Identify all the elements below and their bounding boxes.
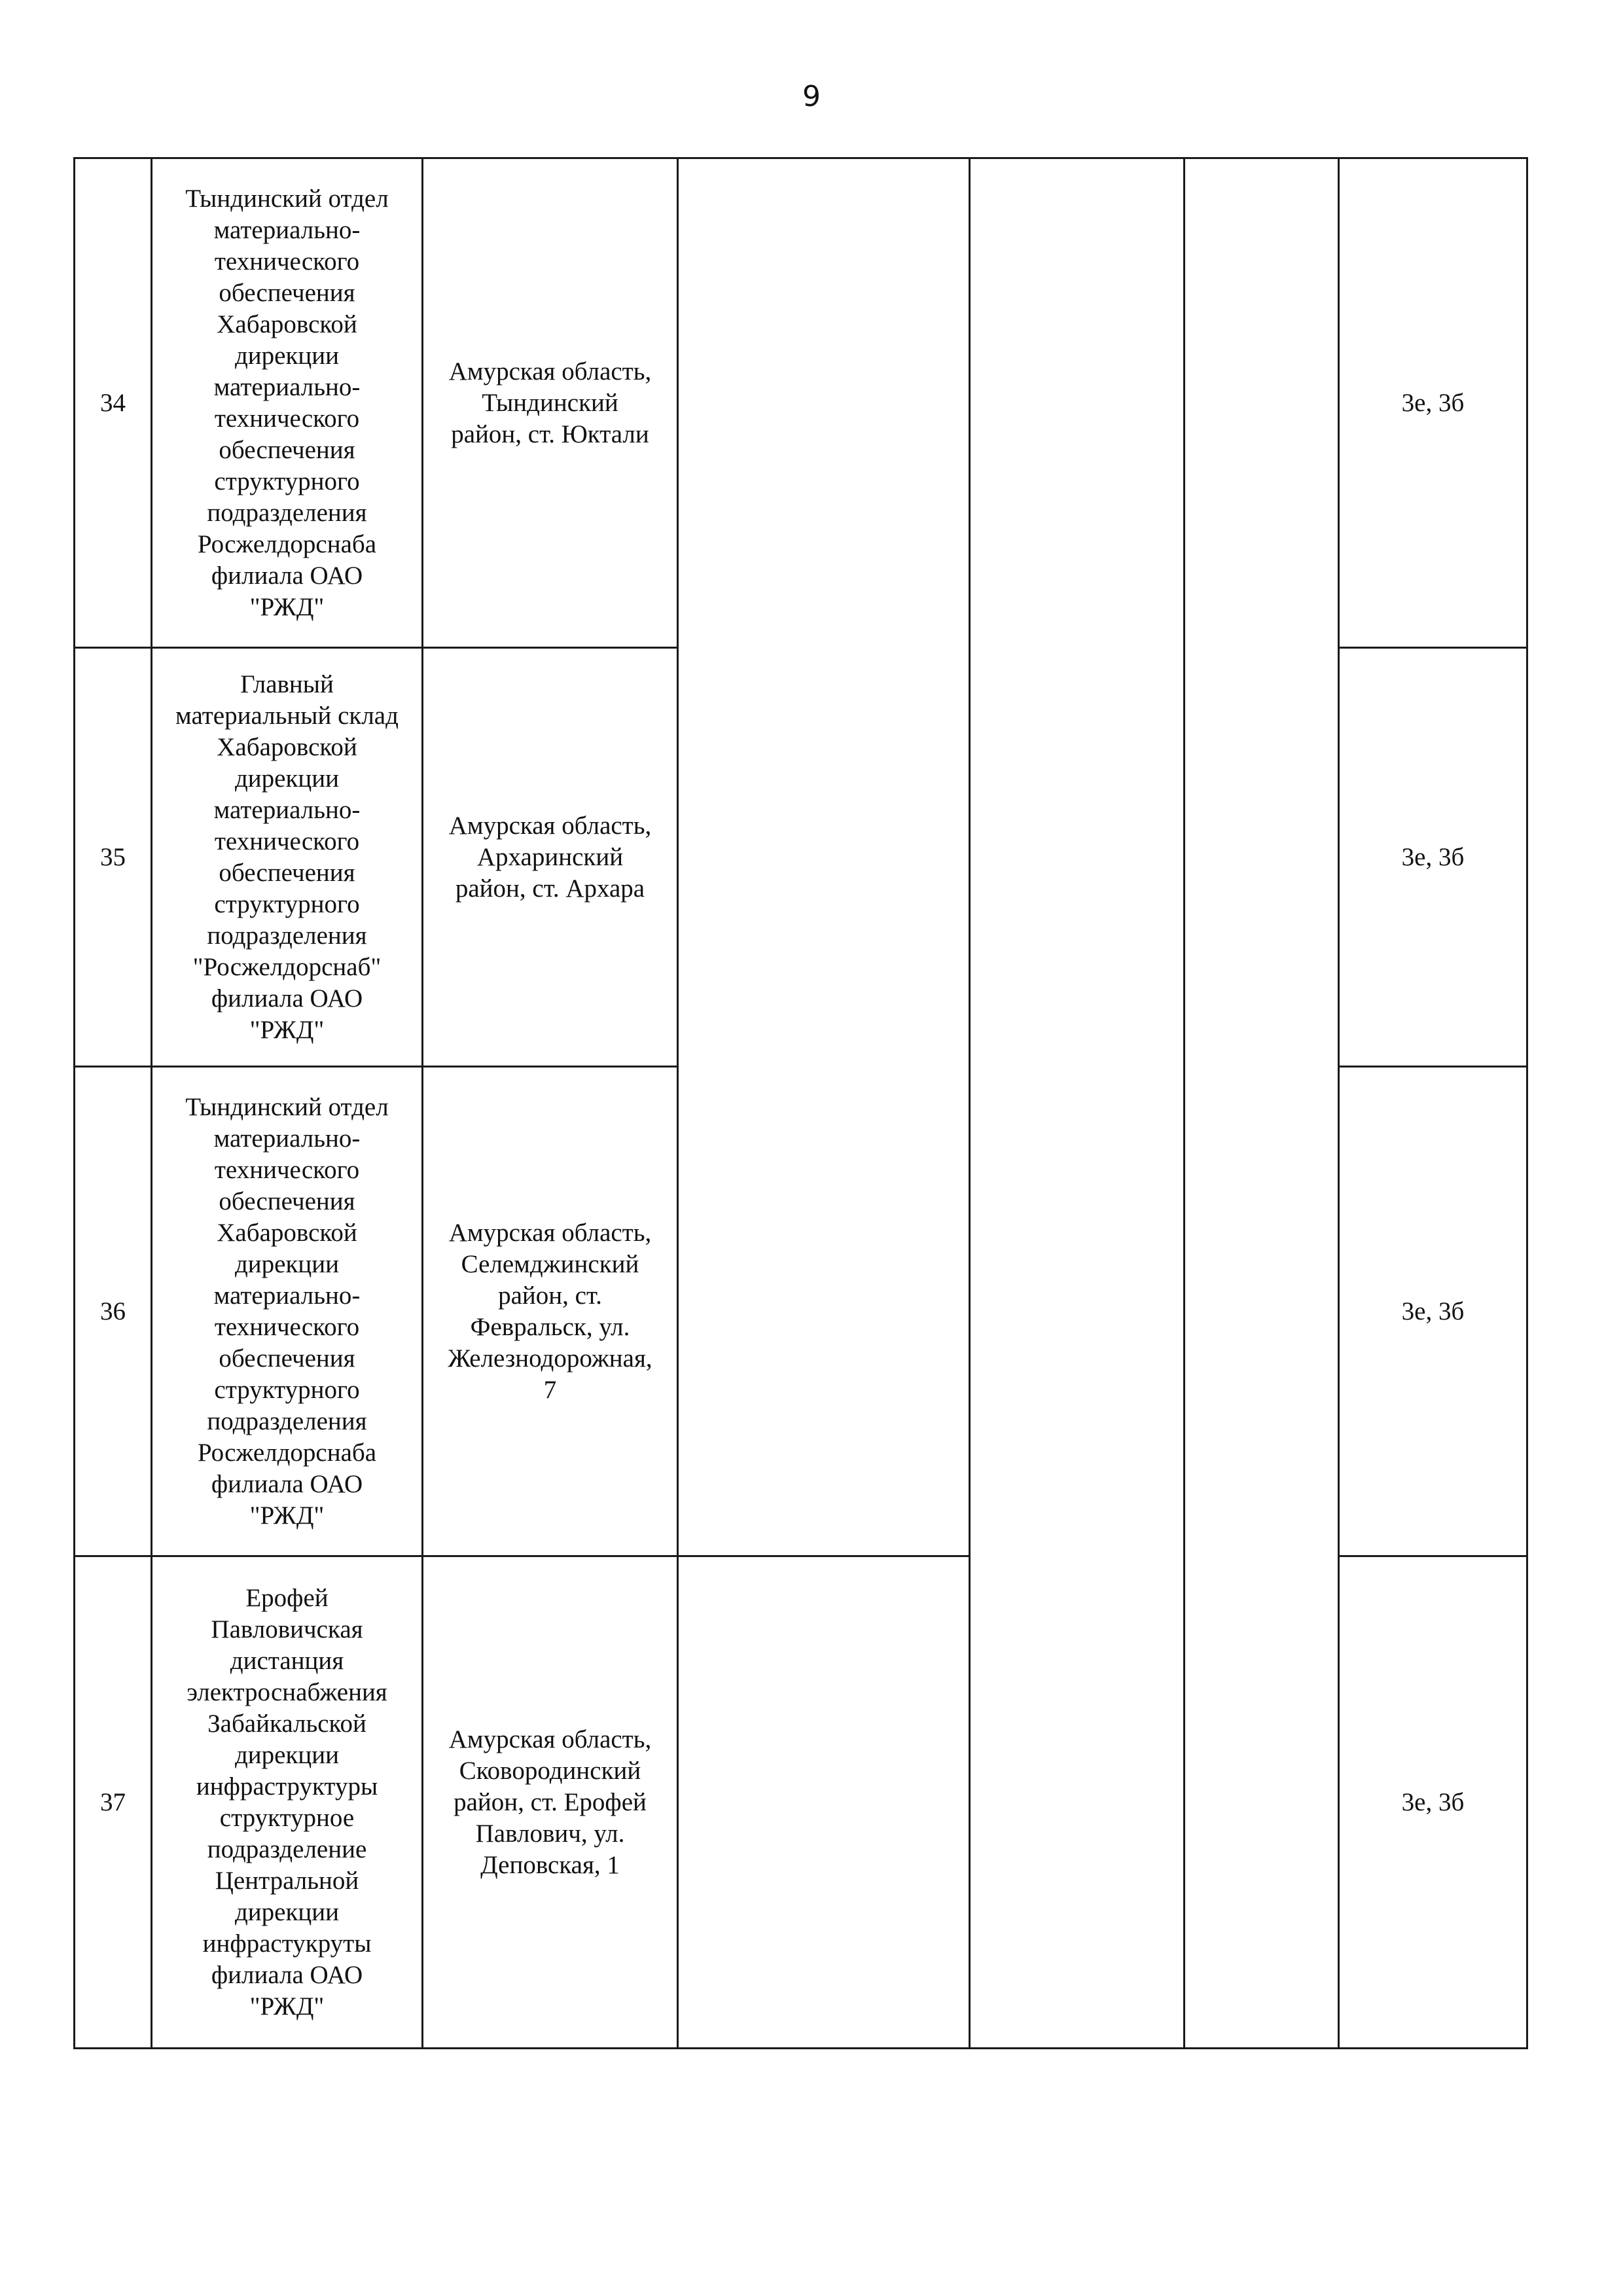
- empty-cell: [678, 1556, 970, 2049]
- table-row: [75, 158, 1527, 648]
- address-text: Амурская область, Архаринский район, ст. Архара: [448, 811, 652, 903]
- row-number: 37: [75, 1556, 152, 2049]
- empty-cell: [970, 158, 1185, 2049]
- address-cell: [423, 648, 678, 1067]
- empty-cell: [678, 158, 970, 1556]
- row-number: 34: [75, 158, 152, 648]
- address-text: Амурская область, Тындинский район, ст. Юктали: [448, 357, 652, 448]
- organization-name-text: Тындинский отдел материально- технического обеспечения Хабаровской дирекции материально- технического обеспечения структурного подразделения Росжелдорснаба филиала ОАО "РЖД": [185, 184, 389, 621]
- address-cell: [423, 1067, 678, 1556]
- organization-name-text: Ерофей Павловичская дистанция электроснабжения Забайкальской дирекции инфраструктуры структурное подразделение Центральной дирекции инфрастукруты филиала ОАО "РЖД": [187, 1583, 387, 2020]
- hazard-class: 3е, 3б: [1339, 158, 1527, 648]
- row-number: 35: [75, 648, 152, 1067]
- organization-name: [152, 1556, 423, 2049]
- organization-name: [152, 648, 423, 1067]
- address-cell: [423, 1556, 678, 2049]
- organization-name-text: Тындинский отдел материально- технического обеспечения Хабаровской дирекции материально- технического обеспечения структурного подразделения Росжелдорснаба филиала ОАО "РЖД": [185, 1092, 389, 1530]
- hazard-class: 3е, 3б: [1339, 648, 1527, 1067]
- address-text: Амурская область, Сковородинский район, ст. Ерофей Павлович, ул. Деповская, 1: [448, 1725, 652, 1879]
- address-text: Амурская область, Селемджинский район, ст. Февральск, ул. Железнодорожная, 7: [448, 1218, 652, 1404]
- hazard-class: 3е, 3б: [1339, 1067, 1527, 1556]
- row-number: 36: [75, 1067, 152, 1556]
- organization-name: [152, 158, 423, 648]
- empty-cell: [1185, 158, 1339, 2049]
- page-number: 9: [802, 80, 821, 113]
- organization-name-text: Главный материальный склад Хабаровской дирекции материально- технического обеспечения структурного подразделения "Росжелдорснаб" филиала ОАО "РЖД": [175, 670, 399, 1044]
- registry-table: [73, 157, 1528, 2049]
- hazard-class: 3е, 3б: [1339, 1556, 1527, 2049]
- organization-name: [152, 1067, 423, 1556]
- address-cell: [423, 158, 678, 648]
